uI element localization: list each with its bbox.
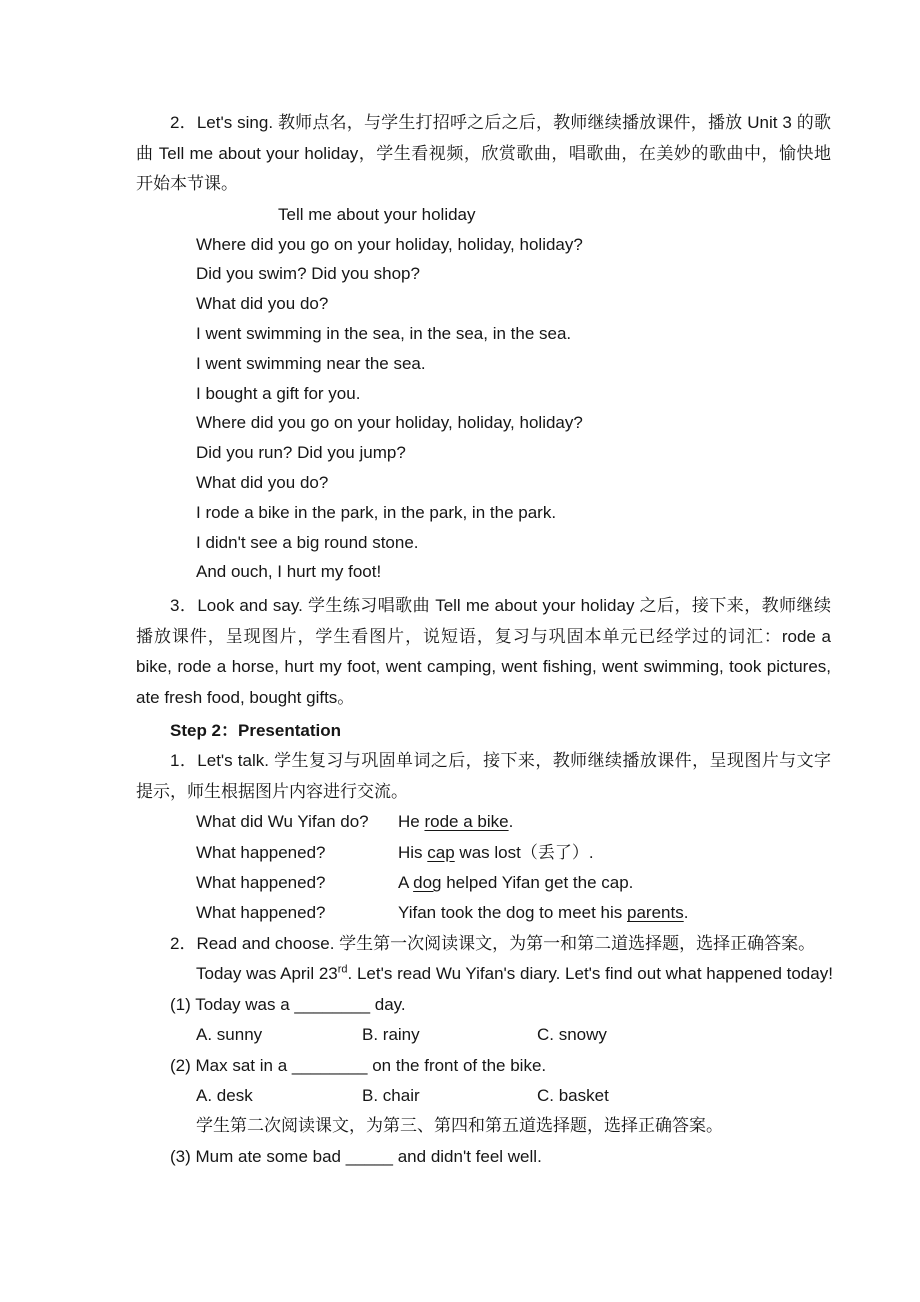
answer-text: He — [398, 812, 425, 832]
reading-intro-text: . Let's read Wu Yifan's diary. Let's find out what happened today! — [347, 964, 833, 984]
underlined-word: cap — [427, 842, 455, 862]
paragraph-read-and-choose: 2．Read and choose. 学生第一次阅读课文，为第一和第二道选择题，选择正确答案。 — [170, 933, 816, 953]
option: C. basket — [537, 1086, 609, 1106]
paragraph-lets-talk: 1．Let's talk. 学生复习与巩固单词之后，接下来，教师继续播放课件，呈现图片与文字提示，师生根据图片内容进行交流。 — [136, 751, 831, 801]
option: C. snowy — [537, 1025, 607, 1045]
reading-intro — [196, 959, 920, 989]
dialogue-question: What happened? — [196, 842, 326, 862]
dialogue-answer — [398, 838, 920, 868]
answer-text: His — [398, 842, 428, 862]
song-line: I rode a bike in the park, in the park, in the park. — [196, 502, 557, 522]
ordinal-superscript: rd — [337, 963, 348, 976]
song-title: Tell me about your holiday — [278, 204, 476, 224]
answer-text: A — [398, 873, 414, 893]
dialogue-question: What happened? — [196, 903, 326, 923]
song-line: What did you do? — [196, 294, 329, 314]
underlined-word: parents — [627, 903, 684, 923]
dialogue-row — [196, 838, 920, 868]
answer-text: . — [508, 812, 514, 832]
dialogue-row — [196, 868, 920, 898]
question-2: (2) Max sat in a ________ on the front of the bike. — [170, 1055, 547, 1075]
song-line: I went swimming near the sea. — [196, 353, 426, 373]
dialogue-answer — [398, 898, 920, 928]
song-line: Where did you go on your holiday, holiday, holiday? — [196, 234, 583, 254]
dialogue-answer — [398, 807, 920, 837]
answer-text: was lost（丢了）. — [454, 842, 594, 862]
options-row-2 — [196, 1081, 920, 1111]
paragraph-look-and-say: 3．Look and say. 学生练习唱歌曲 Tell me about your holiday 之后，接下来，教师继续播放课件，呈现图片，学生看图片，说短语，复习与巩固本单元已经学过的词汇：rode a bike, rode a horse, hurt my foot, went camping, went fishing, went swimming, took pictures, ate fresh food, bought gifts。 — [136, 596, 831, 707]
song-line: Did you swim? Did you shop? — [196, 264, 420, 284]
song-lines — [0, 230, 920, 588]
dialogue-answer — [398, 868, 920, 898]
options-row-1 — [196, 1020, 920, 1050]
underlined-word: rode a bike — [424, 812, 509, 832]
option: A. desk — [196, 1086, 253, 1106]
question-1: (1) Today was a ________ day. — [170, 994, 406, 1014]
answer-text: . — [683, 903, 689, 923]
song-line: I went swimming in the sea, in the sea, in the sea. — [196, 323, 572, 343]
song-line: I bought a gift for you. — [196, 383, 361, 403]
step2-heading: Step 2：Presentation — [170, 720, 341, 740]
song-line: What did you do? — [196, 472, 329, 492]
answer-text: Yifan took the dog to meet his — [398, 903, 628, 923]
song-line: And ouch, I hurt my foot! — [196, 562, 382, 582]
reading-intro-text: Today was April 23 — [196, 964, 338, 984]
dialogue-question: What did Wu Yifan do? — [196, 812, 369, 832]
option: B. chair — [362, 1086, 420, 1106]
song-line: Where did you go on your holiday, holiday, holiday? — [196, 413, 583, 433]
dialogue-question: What happened? — [196, 873, 326, 893]
dialogue-row — [196, 898, 920, 928]
song-line: I didn't see a big round stone. — [196, 532, 419, 552]
second-reading-note: 学生第二次阅读课文，为第三、第四和第五道选择题，选择正确答案。 — [196, 1116, 723, 1136]
dialogue-rows — [0, 807, 920, 929]
question-3: (3) Mum ate some bad _____ and didn't feel well. — [170, 1146, 542, 1166]
option: A. sunny — [196, 1025, 263, 1045]
paragraph-lets-sing: 2．Let's sing. 教师点名，与学生打招呼之后之后，教师继续播放课件，播放 Unit 3 的歌曲 Tell me about your holiday，学生看视频，欣赏歌曲，唱歌曲，在美妙的歌曲中，愉快地开始本节课。 — [136, 113, 831, 194]
answer-text: helped Yifan get the cap. — [441, 873, 634, 893]
dialogue-row — [196, 807, 920, 837]
song-line: Did you run? Did you jump? — [196, 443, 406, 463]
underlined-word: dog — [413, 873, 442, 893]
option: B. rainy — [362, 1025, 420, 1045]
